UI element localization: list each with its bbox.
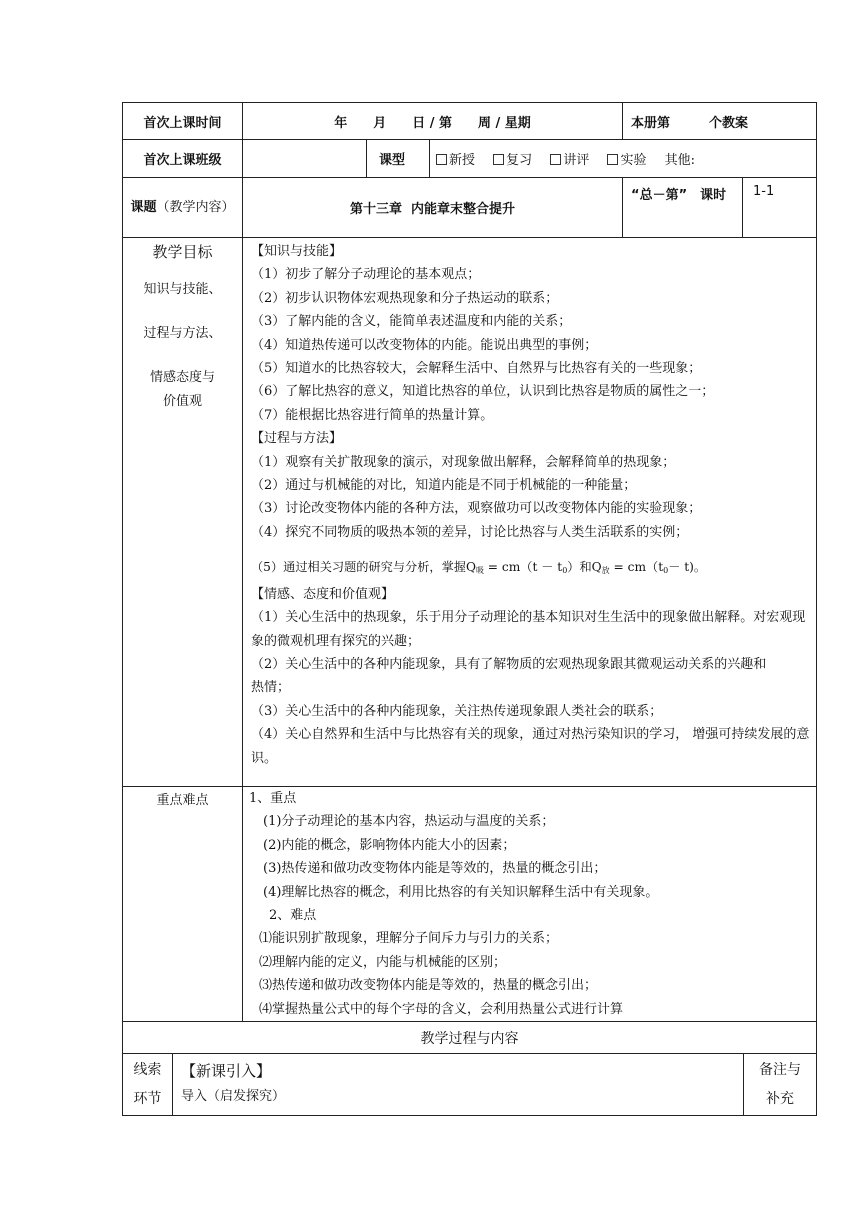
- knowledge-item: （5）知道水的比热容较大，会解释生活中、自然界与比热容有关的一些现象；: [251, 361, 702, 377]
- difficult-header: 2、难点: [269, 908, 317, 924]
- key-item: (1)分子动理论的基本内容，热运动与温度的关系；: [263, 814, 555, 830]
- objectives-left-item: 过程与方法、: [143, 326, 222, 341]
- first-class-label: 首次上课班级: [123, 140, 243, 178]
- knowledge-item: （6）了解比热容的意义，知道比热容的单位，认识到比热容是物质的属性之一；: [251, 384, 715, 400]
- row-topic: [123, 178, 817, 238]
- key-item: (4)理解比热容的概念，利用比热容的有关知识解释生活中有关现象。: [263, 884, 659, 900]
- key-header: 1、重点: [249, 791, 297, 806]
- objectives-title: 教学目标: [152, 243, 213, 261]
- process-item-formula: （5）通过相关习题的研究与分析，掌握$Q_吸 = cm(t - t_0)$和$Q_放 = cm(t_0- t)$。: [251, 560, 707, 576]
- key-item: (3)热传递和做功改变物体内能是等效的，热量的概念引出；: [263, 861, 607, 877]
- process-header: 【过程与方法】: [251, 431, 343, 447]
- process-table: [122, 1021, 817, 1116]
- row-key-points: [123, 787, 817, 1022]
- type-option-experiment[interactable]: 实验: [607, 153, 646, 168]
- knowledge-item: （7）能根据比热容进行简单的热量计算。: [251, 407, 494, 423]
- knowledge-item: （4）知道热传递可以改变物体的内能。能说出典型的事例；: [251, 337, 598, 353]
- objectives-left-item: 价值观: [162, 394, 202, 409]
- total-lesson-value: 1-1: [743, 178, 817, 238]
- emotion-item: （2）关心生活中的各种内能现象，具有了解物质的宏观热现象跟其微观运动关系的兴趣和: [251, 656, 767, 672]
- row-process-title: [123, 1022, 817, 1054]
- difficult-item: ⑶热传递和做功改变物体内能是等效的，热量的概念引出；: [259, 978, 598, 994]
- checkbox-icon[interactable]: [493, 154, 504, 165]
- emotion-item: （3）关心生活中的各种内能现象，关注热传递现象跟人类社会的联系；: [251, 703, 663, 719]
- emotion-item: （1）关心生活中的热现象，乐于用分子动理论的基本知识对生生活中的现象做出解释。对宏观现象的微观机理有探究的兴趣；: [251, 610, 806, 649]
- difficult-item: ⑷掌握热量公式中的每个字母的含义，会利用热量公式进行计算: [259, 1001, 624, 1017]
- topic-title: 第十三章 内能章末整合提升: [243, 178, 623, 238]
- objectives-left-item: 情感态度与: [149, 370, 215, 385]
- type-option-comment[interactable]: 讲评: [550, 153, 589, 168]
- knowledge-item: （2）初步认识物体宏观热现象和分子热运动的联系；: [251, 290, 559, 306]
- lesson-type-options: [430, 140, 817, 178]
- key-points-label: 重点难点: [123, 787, 243, 1022]
- row-first-time: [123, 103, 817, 140]
- intro-header: 【新课引入】: [181, 1062, 272, 1081]
- checkbox-icon[interactable]: [607, 154, 618, 165]
- process-item: （4）探究不同物质的吸热本领的差异，讨论比热容与人类生活联系的实例；: [251, 524, 689, 540]
- knowledge-item: （1）初步了解分子动理论的基本观点；: [251, 267, 481, 283]
- intro-content: [173, 1054, 744, 1116]
- difficult-item: ⑵理解内能的定义，内能与机械能的区别；: [259, 954, 507, 970]
- row-objectives: [123, 238, 817, 787]
- difficult-item: ⑴能识别扩散现象，理解分子间斥力与引力的关系；: [259, 931, 559, 947]
- book-lesson-field: 本册第 个教案: [623, 103, 817, 140]
- key-points-content: [243, 787, 817, 1022]
- objectives-left-item: 知识与技能、: [143, 282, 222, 297]
- emotion-item: （4）关心自然界和生活中与比热容有关的现象，通过对热污染知识的学习， 增强可持续发展的意识。: [251, 727, 810, 766]
- first-class-value: [243, 140, 367, 178]
- notes-column-label: 备注与 补充: [744, 1054, 817, 1116]
- process-item: （3）讨论改变物体内能的各种方法，观察做功可以改变物体内能的实验现象；: [251, 501, 702, 517]
- objectives-left: [123, 238, 243, 787]
- type-label: 课型: [367, 140, 430, 178]
- row-first-class: [123, 140, 817, 178]
- knowledge-item: （3）了解内能的含义，能简单表述温度和内能的关系；: [251, 314, 572, 330]
- checkbox-icon[interactable]: [550, 154, 561, 165]
- date-field: 年 月 日 / 第 周 / 星期: [243, 103, 623, 140]
- key-item: (2)内能的概念，影响物体内能大小的因素；: [263, 837, 516, 853]
- checkbox-icon[interactable]: [436, 154, 447, 165]
- knowledge-header: 【知识与技能】: [251, 244, 343, 259]
- total-lesson-label: “总－第” 课时: [623, 178, 743, 238]
- topic-label: 课题（教学内容）: [123, 178, 243, 238]
- row-process-intro: [123, 1054, 817, 1116]
- lesson-plan-table: [122, 102, 817, 1022]
- process-item: （2）通过与机械能的对比，知道内能是不同于机械能的一种能量；: [251, 478, 637, 494]
- type-option-other: 其他:: [664, 153, 696, 168]
- emotion-item: 热情；: [251, 680, 291, 696]
- intro-sub: 导入（启发探究）: [181, 1089, 286, 1105]
- first-time-label: 首次上课时间: [123, 103, 243, 140]
- emotion-header: 【情感、态度和价值观】: [251, 586, 395, 602]
- objectives-content: [243, 238, 817, 787]
- clue-column-label: 线索 环节: [123, 1054, 173, 1116]
- process-section-title: 教学过程与内容: [123, 1022, 817, 1054]
- process-item: （1）观察有关扩散现象的演示，对现象做出解释，会解释简单的热现象；: [251, 454, 676, 470]
- lesson-plan-sheet: [122, 102, 816, 1116]
- type-option-new[interactable]: 新授: [436, 153, 475, 168]
- type-option-review[interactable]: 复习: [493, 153, 532, 168]
